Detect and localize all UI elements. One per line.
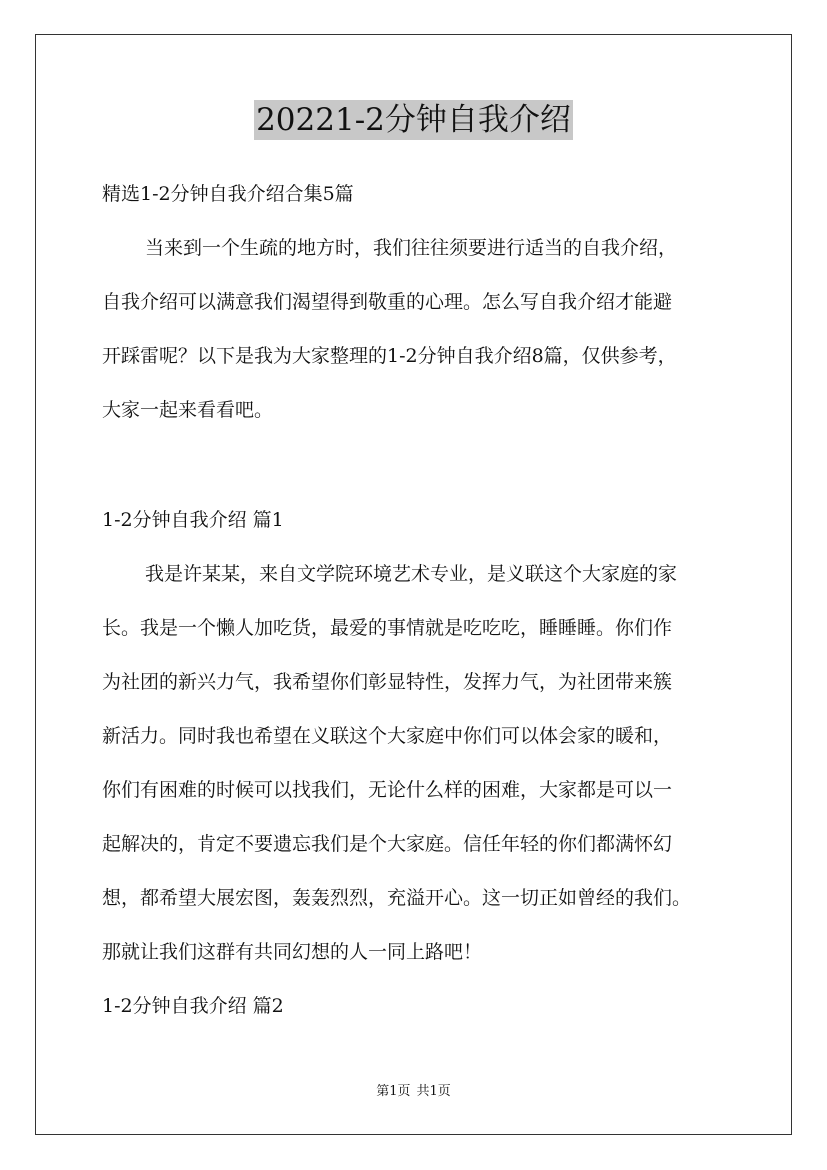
body-line: 新活力。同时我也希望在义联这个大家庭中你们可以体会家的暖和， <box>102 725 673 747</box>
title-container <box>0 100 827 140</box>
page-number: 第1页 <box>376 1084 411 1099</box>
subtitle: 精选1-2分钟自我介绍合集5篇 <box>102 183 354 205</box>
body-line: 起解决的，肯定不要遗忘我们是个大家庭。信任年轻的你们都满怀幻 <box>102 833 673 855</box>
section-heading: 1-2分钟自我介绍 篇2 <box>102 995 284 1017</box>
body-line: 你们有困难的时候可以找我们，无论什么样的困难，大家都是可以一 <box>102 779 673 801</box>
body-line: 那就让我们这群有共同幻想的人一同上路吧！ <box>102 941 483 963</box>
page-total: 共1页 <box>416 1084 451 1099</box>
intro-line: 当来到一个生疏的地方时，我们往往须要进行适当的自我介绍， <box>145 237 678 259</box>
intro-line: 大家一起来看看吧。 <box>102 399 274 421</box>
section-heading: 1-2分钟自我介绍 篇1 <box>102 509 284 531</box>
body-line: 为社团的新兴力气，我希望你们彰显特性，发挥力气，为社团带来簇 <box>102 671 673 693</box>
document-title: 20221-2分钟自我介绍 <box>256 102 571 138</box>
body-line: 想，都希望大展宏图，轰轰烈烈，充溢开心。这一切正如曾经的我们。 <box>102 887 692 909</box>
body-line: 长。我是一个懒人加吃货，最爱的事情就是吃吃吃，睡睡睡。你们作 <box>102 617 673 639</box>
body-line: 我是许某某，来自文学院环境艺术专业，是义联这个大家庭的家 <box>145 563 678 585</box>
intro-line: 开踩雷呢？以下是我为大家整理的1-2分钟自我介绍8篇，仅供参考， <box>102 345 677 367</box>
intro-line: 自我介绍可以满意我们渴望得到敬重的心理。怎么写自我介绍才能避 <box>102 291 673 313</box>
page-footer <box>0 1083 827 1101</box>
